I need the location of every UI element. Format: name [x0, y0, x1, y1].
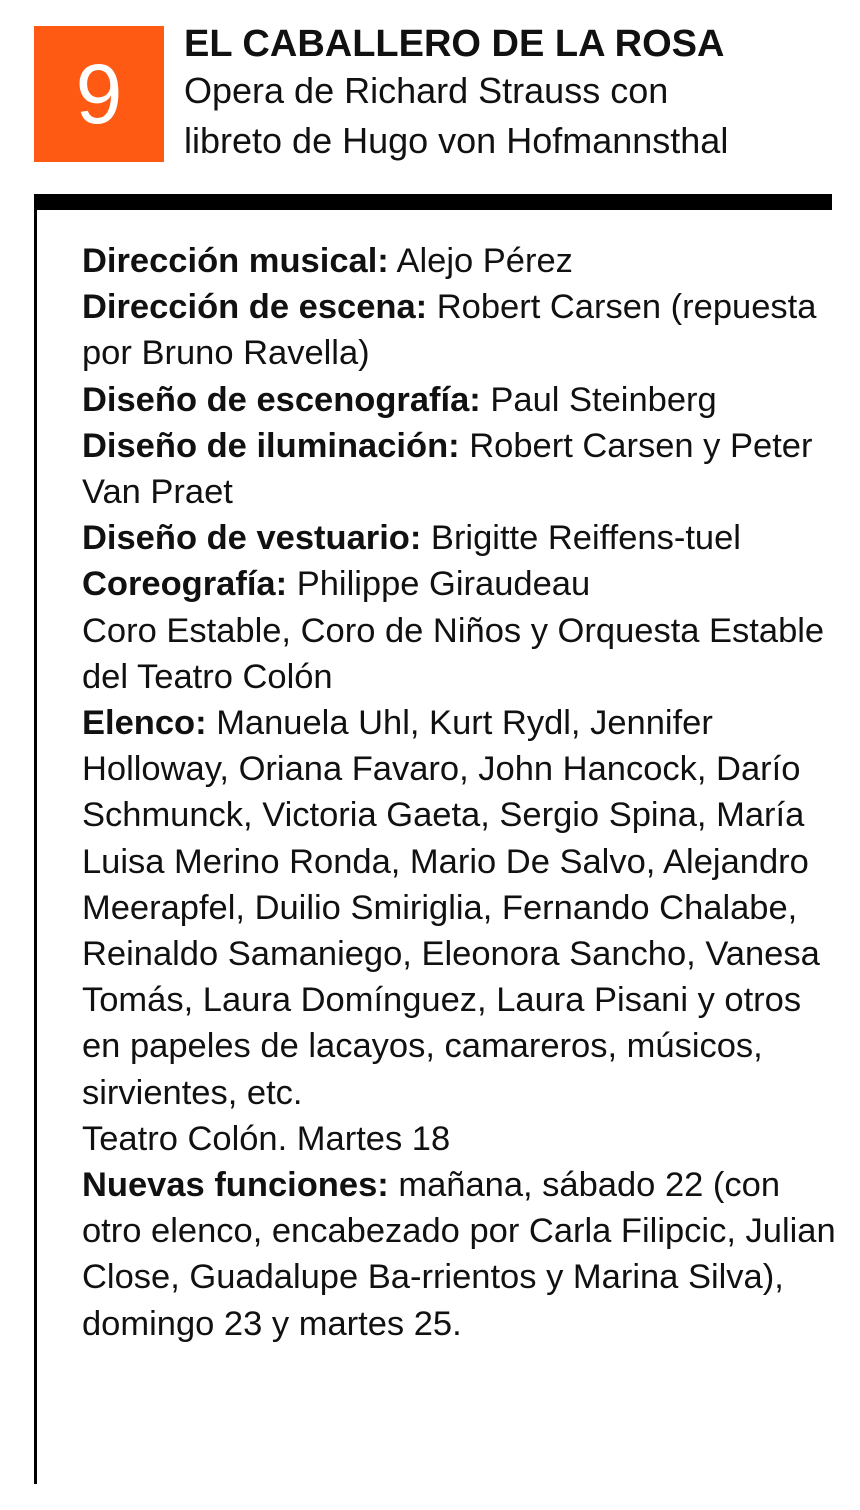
subtitle-line-2: libreto de Hugo von Hofmannsthal [184, 120, 729, 161]
credit-choreography [82, 561, 842, 607]
credit-value: Coro Estable, Coro de Niños y Orquesta Estable del Teatro Colón [82, 611, 825, 696]
credit-musical-direction [82, 238, 842, 284]
credit-value: Teatro Colón. Martes 18 [82, 1119, 451, 1158]
credit-new-performances [82, 1162, 842, 1347]
credit-label: Nuevas funciones: [82, 1166, 389, 1205]
credit-label: Diseño de vestuario: [82, 519, 422, 558]
credit-stage-direction [82, 284, 842, 376]
credit-value: Brigitte Reiffens-tuel [421, 519, 741, 558]
credit-label: Diseño de escenografía: [82, 380, 481, 419]
credit-venue-date [82, 1116, 842, 1162]
credit-cast [82, 700, 842, 1116]
credit-value: Manuela Uhl, Kurt Rydl, Jennifer Holloway, Oriana Favaro, John Hancock, Darío Schmunck, Victoria Gaeta, Sergio Spina, María Luisa Merino Ronda, Mario De Salvo, Alejandro Meerapfel, Duilio Smiriglia, Fernando Chalabe, Reinaldo Samaniego, Eleonora Sancho, Vanesa Tomás, Laura Domínguez, Laura Pisani y otros en papeles de lacayos, camareros, músicos, sirvientes, etc. [82, 704, 820, 1112]
credit-label: Dirección musical: [82, 242, 389, 280]
credit-label: Elenco: [82, 704, 207, 743]
credit-label: Coreografía: [82, 565, 288, 604]
opera-title: EL CABALLERO DE LA ROSA [184, 23, 725, 65]
top-divider [34, 194, 832, 210]
credit-costume-design [82, 515, 842, 561]
rating-number-badge [34, 26, 164, 162]
opera-subtitle [184, 66, 840, 166]
subtitle-line-1: Opera de Richard Strauss con [184, 70, 669, 111]
credit-value: Paul Steinberg [480, 380, 717, 419]
credit-lighting-design [82, 423, 842, 515]
credit-label: Diseño de iluminación: [82, 426, 460, 465]
credit-value: Alejo Pérez [388, 242, 573, 280]
credit-value: Robert Carsen y Peter Van Praet [82, 426, 813, 512]
credit-choir-orchestra [82, 608, 842, 700]
rating-number: 9 [75, 47, 123, 141]
credit-value: mañana, sábado 22 (con otro elenco, encabezado por Carla Filipcic, Julian Close, Guadalupe Ba-rrientos y Marina Silva), domingo 23 y martes 25. [82, 1166, 836, 1343]
credit-label: Dirección de escena: [82, 288, 428, 327]
header [184, 22, 840, 166]
left-divider [34, 194, 37, 1484]
credit-value: Philippe Giraudeau [287, 565, 591, 604]
credit-value: Robert Carsen (repuesta por Bruno Ravella) [82, 288, 817, 373]
credit-set-design [82, 377, 842, 423]
credits-body [82, 238, 842, 1347]
